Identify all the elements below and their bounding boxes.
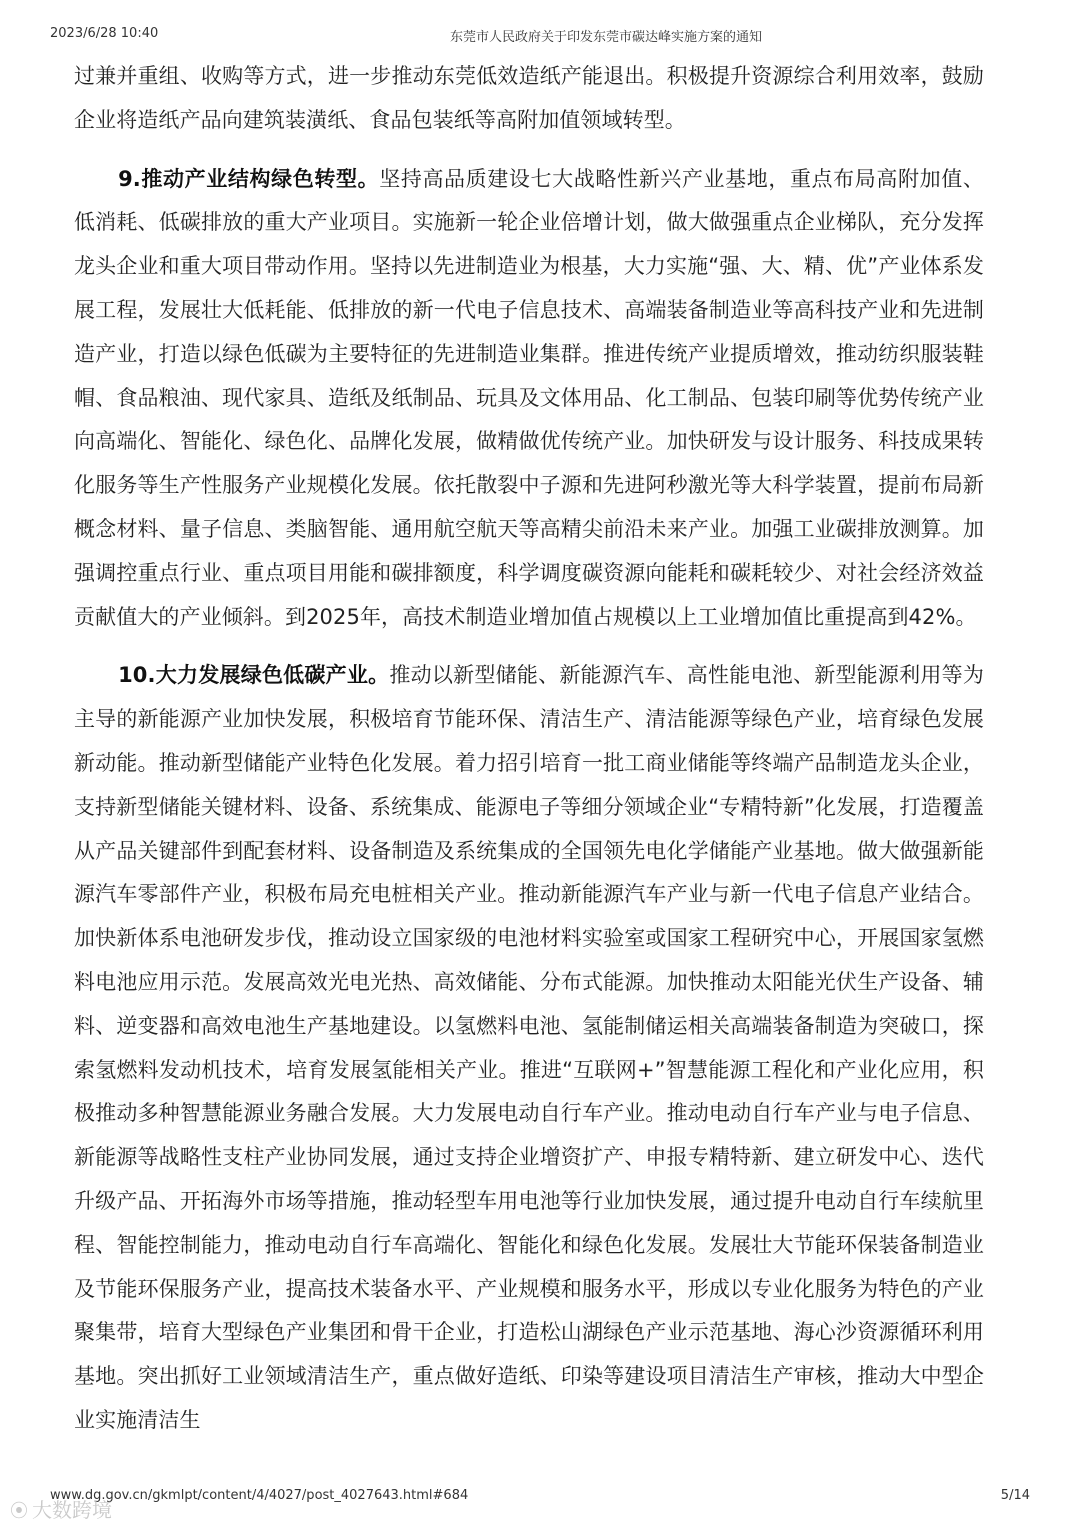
paragraph-text: 过兼并重组、收购等方式，进一步推动东莞低效造纸产能退出。积极提升资源综合利用效率，鼓励企业将造纸产品向建筑装潢纸、食品包装纸等高附加值领域转型。 (74, 64, 984, 132)
print-header (0, 26, 1080, 46)
page-number: 5/14 (1000, 1488, 1030, 1503)
section-heading: 10.大力发展绿色低碳产业。 (118, 663, 390, 688)
print-datetime: 2023/6/28 10:40 (50, 26, 159, 41)
print-footer (0, 1488, 1080, 1508)
page-url: www.dg.gov.cn/gkmlpt/content/4/4027/post_4027643.html#684 (50, 1488, 469, 1503)
section-heading: 9.推动产业结构绿色转型。 (118, 166, 380, 191)
watermark-logo-icon: ⦿ (10, 1501, 28, 1522)
paragraph-text: 坚持高品质建设七大战略性新兴产业基地，重点布局高附加值、低消耗、低碳排放的重大产业项目。实施新一轮企业倍增计划，做大做强重点企业梯队，充分发挥龙头企业和重大项目带动作用。坚持以先进制造业为根基，大力实施“强、大、精、优”产业体系发展工程，发展壮大低耗能、低排放的新一代电子信息技术、高端装备制造业等高科技产业和先进制造产业，打造以绿色低碳为主要特征的先进制造业集群。推进传统产业提质增效，推动纺织服装鞋帽、食品粮油、现代家具、造纸及纸制品、玩具及文体用品、化工制品、包装印刷等优势传统产业向高端化、智能化、绿色化、品牌化发展，做精做优传统产业。加快研发与设计服务、科技成果转化服务等生产性服务产业规模化发展。依托散裂中子源和先进阿秒激光等大科学装置，提前布局新概念材料、量子信息、类脑智能、通用航空航天等高精尖前沿未来产业。加强工业碳排放测算。加强调控重点行业、重点项目用能和碳排额度，科学调度碳资源向能耗和碳耗较少、对社会经济效益贡献值大的产业倾斜。到2025年，高技术制造业增加值占规模以上工业增加值比重提高到42%。 (74, 166, 984, 629)
document-title: 东莞市人民政府关于印发东莞市碳达峰实施方案的通知 (450, 30, 763, 45)
paragraph-section-10 (74, 654, 984, 1442)
paragraph-section-9 (74, 158, 984, 640)
paragraph-continuation (74, 55, 984, 143)
paragraph-text: 推动以新型储能、新能源汽车、高性能电池、新型能源利用等为主导的新能源产业加快发展，积极培育节能环保、清洁生产、清洁能源等绿色产业，培育绿色发展新动能。推动新型储能产业特色化发展。着力招引培育一批工商业储能等终端产品制造龙头企业，支持新型储能关键材料、设备、系统集成、能源电子等细分领域企业“专精特新”化发展，打造覆盖从产品关键部件到配套材料、设备制造及系统集成的全国领先电化学储能产业基地。做大做强新能源汽车零部件产业，积极布局充电桩相关产业。推动新能源汽车产业与新一代电子信息产业结合。加快新体系电池研发步伐，推动设立国家级的电池材料实验室或国家工程研究中心，开展国家氢燃料电池应用示范。发展高效光电光热、高效储能、分布式能源。加快推动太阳能光伏生产设备、辅料、逆变器和高效电池生产基地建设。以氢燃料电池、氢能制储运相关高端装备制造为突破口，探索氢燃料发动机技术，培育发展氢能相关产业。推进“互联网+”智慧能源工程化和产业化应用，积极推动多种智慧能源业务融合发展。大力发展电动自行车产业。推动电动自行车产业与电子信息、新能源等战略性支柱产业协同发展，通过支持企业增资扩产、申报专精特新、建立研发中心、迭代升级产品、开拓海外市场等措施，推动轻型车用电池等行业加快发展，通过提升电动自行车续航里程、智能控制能力，推动电动自行车高端化、智能化和绿色化发展。发展壮大节能环保装备制造业及节能环保服务产业，提高技术装备水平、产业规模和服务水平，形成以专业化服务为特色的产业聚集带，培育大型绿色产业集团和骨干企业，打造松山湖绿色产业示范基地、海心沙资源循环利用基地。突出抓好工业领域清洁生产，重点做好造纸、印染等建设项目清洁生产审核，推动大中型企业实施清洁生 (74, 663, 984, 1432)
watermark (10, 1494, 112, 1523)
document-body (74, 55, 984, 1458)
watermark-text: 大数跨境 (32, 1498, 112, 1522)
